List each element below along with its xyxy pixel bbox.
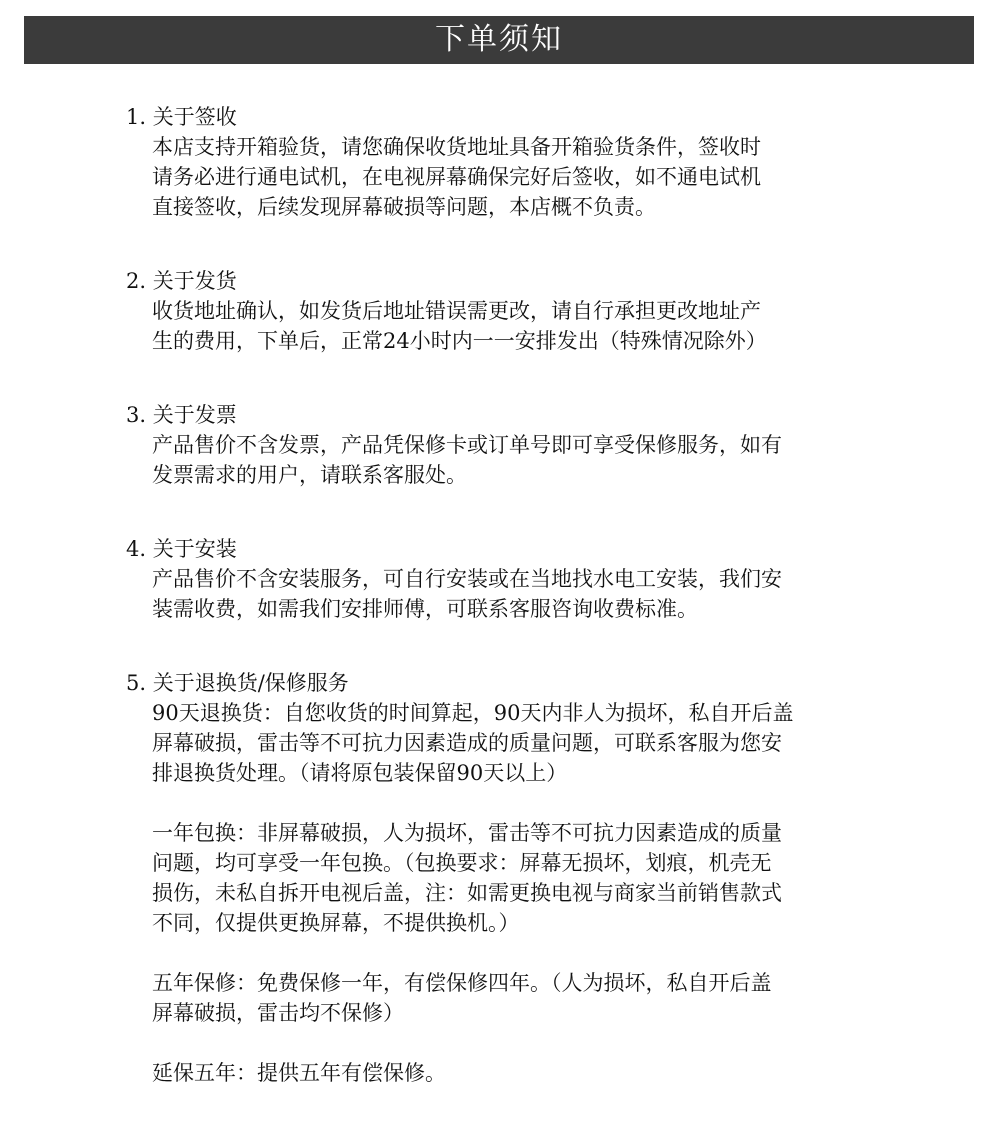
text-line: 一年包换：非屏幕破损，人为损坏，雷击等不可抗力因素造成的质量 [152, 821, 782, 845]
notice-content [126, 102, 886, 1132]
text-line: 直接签收，后续发现屏幕破损等问题，本店概不负责。 [152, 195, 656, 219]
text-line: 产品售价不含安装服务，可自行安装或在当地找水电工安装，我们安 [152, 567, 782, 591]
section-installation [126, 534, 886, 624]
section-paragraph [152, 968, 886, 1028]
section-heading: 3. 关于发票 [126, 403, 237, 427]
section-invoice [126, 400, 886, 490]
text-line: 损伤，未私自拆开电视后盖，注：如需更换电视与商家当前销售款式 [152, 881, 782, 905]
section-paragraph [152, 430, 886, 490]
section-heading: 5. 关于退换货/保修服务 [126, 671, 349, 695]
section-heading: 2. 关于发货 [126, 269, 237, 293]
text-line: 不同，仅提供更换屏幕，不提供换机。） [152, 911, 520, 935]
text-line: 屏幕破损，雷击等不可抗力因素造成的质量问题，可联系客服为您安 [152, 731, 782, 755]
section-paragraph [152, 564, 886, 624]
text-line: 延保五年：提供五年有偿保修。 [152, 1061, 446, 1085]
notice-banner [24, 16, 974, 64]
section-paragraph [152, 296, 886, 356]
text-line: 生的费用，下单后，正常24小时内一一安排发出（特殊情况除外） [152, 329, 767, 353]
text-line: 问题，均可享受一年包换。（包换要求：屏幕无损坏，划痕，机壳无 [152, 851, 772, 875]
section-paragraph [152, 818, 886, 938]
page-title: 下单须知 [435, 22, 563, 57]
section-paragraph [152, 132, 886, 222]
text-line: 收货地址确认，如发货后地址错误需更改，请自行承担更改地址产 [152, 299, 761, 323]
section-shipping [126, 266, 886, 356]
text-line: 发票需求的用户，请联系客服处。 [152, 463, 467, 487]
section-returns-warranty [126, 668, 886, 1088]
section-paragraph [152, 1058, 886, 1088]
text-line: 请务必进行通电试机，在电视屏幕确保完好后签收，如不通电试机 [152, 165, 761, 189]
text-line: 装需收费，如需我们安排师傅，可联系客服咨询收费标准。 [152, 597, 698, 621]
text-line: 五年保修：免费保修一年，有偿保修四年。（人为损坏，私自开后盖 [152, 971, 772, 995]
text-line: 本店支持开箱验货，请您确保收货地址具备开箱验货条件，签收时 [152, 135, 761, 159]
text-line: 屏幕破损，雷击均不保修） [152, 1001, 404, 1025]
section-signing [126, 102, 886, 222]
text-line: 90天退换货：自您收货的时间算起，90天内非人为损坏，私自开后盖 [152, 701, 794, 725]
text-line: 排退换货处理。（请将原包装保留90天以上） [152, 761, 568, 785]
text-line: 产品售价不含发票，产品凭保修卡或订单号即可享受保修服务，如有 [152, 433, 782, 457]
section-paragraph [152, 698, 886, 788]
section-heading: 1. 关于签收 [126, 105, 237, 129]
section-heading: 4. 关于安装 [126, 537, 237, 561]
